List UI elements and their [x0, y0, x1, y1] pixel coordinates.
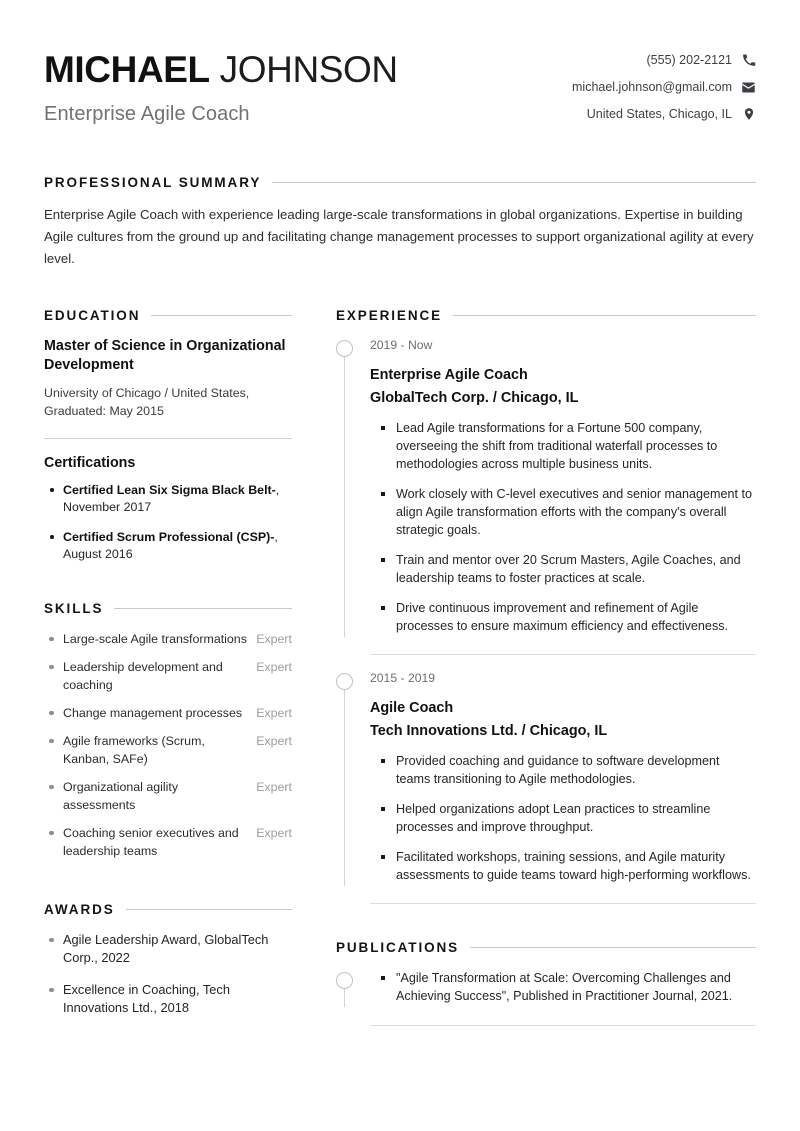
- list-item: Facilitated workshops, training sessions, and Agile maturity assessments to guide teams toward high-performing workflows.: [379, 848, 756, 884]
- certifications-heading: Certifications: [44, 455, 136, 471]
- contact-block: [572, 44, 756, 122]
- section-header-skills: [44, 601, 292, 616]
- list-item: [44, 778, 292, 814]
- job-title: Enterprise Agile Coach: [44, 103, 250, 125]
- timeline-dot-icon: [336, 340, 353, 357]
- contact-phone-text: (555) 202-2121: [646, 53, 732, 67]
- list-item: [44, 824, 292, 860]
- section-rule: [114, 608, 292, 609]
- skill-level: Expert: [256, 706, 292, 720]
- experience-date: 2015 - 2019: [370, 671, 436, 685]
- skill-name: Leadership development and coaching: [63, 660, 223, 692]
- experience-item: [336, 337, 756, 637]
- experience-role: Agile Coach: [370, 700, 454, 716]
- skill-level: Expert: [256, 632, 292, 646]
- last-name: JOHNSON: [219, 49, 398, 90]
- timeline-dot-icon: [336, 673, 353, 690]
- list-item: [44, 529, 292, 563]
- skill-level: Expert: [256, 780, 292, 794]
- section-header-awards: [44, 902, 292, 917]
- timeline-dot-icon: [336, 972, 353, 989]
- experience-divider: [370, 903, 756, 904]
- timeline-line: [344, 987, 345, 1007]
- list-item: "Agile Transformation at Scale: Overcoming Challenges and Achieving Success", Published in Practitioner Journal, 2021.: [379, 969, 756, 1005]
- list-item: Agile Leadership Award, GlobalTech Corp., 2022: [44, 931, 292, 967]
- section-title: EDUCATION: [44, 308, 141, 323]
- contact-location-text: United States, Chicago, IL: [586, 107, 732, 121]
- section-header-education: [44, 308, 292, 323]
- section-rule: [272, 182, 756, 183]
- section-title: SKILLS: [44, 601, 104, 616]
- section-title: EXPERIENCE: [336, 308, 443, 323]
- section-title: AWARDS: [44, 902, 115, 917]
- skills-list: [44, 630, 292, 860]
- contact-phone[interactable]: [647, 52, 756, 68]
- section-title: PUBLICATIONS: [336, 940, 460, 955]
- certification-date: , August 2016: [63, 530, 278, 561]
- experience-item: [336, 670, 756, 886]
- list-item: Train and mentor over 20 Scrum Masters, Agile Coaches, and leadership teams to foster practices at scale.: [379, 551, 756, 587]
- education-graduated: Graduated: May 2015: [44, 404, 164, 418]
- timeline-line: [344, 688, 345, 886]
- skill-name: Change management processes: [63, 706, 243, 720]
- section-professional-summary: [44, 175, 756, 270]
- education-degree: Master of Science in Organizational Development: [44, 338, 286, 373]
- publications-divider: [370, 1025, 756, 1026]
- publication-bullets: [370, 969, 756, 1005]
- section-education: [44, 308, 292, 563]
- timeline-line: [344, 355, 345, 637]
- section-awards: [44, 902, 292, 1017]
- list-item: Lead Agile transformations for a Fortune 500 company, overseeing the shift from traditional waterfall processes to methodologies across multiple business units.: [379, 419, 756, 473]
- summary-text: Enterprise Agile Coach with experience leading large-scale transformations in global organizations. Expertise in building Agile cultures from the ground up and facilitating change management processes to support organizational agility at every level.: [44, 207, 754, 266]
- contact-email-text: michael.johnson@gmail.com: [572, 80, 732, 94]
- section-experience: [336, 308, 756, 904]
- list-item: Work closely with C-level executives and senior management to align Agile transformation efforts with the company's overall strategic goals.: [379, 485, 756, 539]
- contact-email[interactable]: [572, 79, 756, 95]
- list-item: Drive continuous improvement and refinement of Agile processes to ensure maximum efficiency and effectiveness.: [379, 599, 756, 635]
- email-icon: [741, 80, 756, 95]
- certification-name: Certified Scrum Professional (CSP)-: [63, 530, 275, 544]
- contact-location[interactable]: [587, 106, 756, 122]
- skill-name: Organizational agility assessments: [63, 780, 179, 812]
- experience-divider: [370, 654, 756, 655]
- education-divider: [44, 438, 292, 439]
- section-rule: [453, 315, 756, 316]
- page-title: [44, 48, 398, 92]
- skill-name: Coaching senior executives and leadership teams: [63, 826, 239, 858]
- list-item: [44, 704, 292, 722]
- section-rule: [151, 315, 292, 316]
- publication-item: [336, 969, 756, 1007]
- resume-body: [44, 308, 756, 1026]
- experience-bullets: [370, 752, 756, 884]
- section-skills: [44, 601, 292, 860]
- section-header-professional-summary: [44, 175, 756, 190]
- experience-organization: GlobalTech Corp. / Chicago, IL: [370, 390, 579, 406]
- skill-name: Large-scale Agile transformations: [63, 632, 247, 646]
- resume-header: [44, 38, 756, 128]
- experience-date: 2019 - Now: [370, 338, 433, 352]
- education-institution: University of Chicago / United States,: [44, 386, 250, 400]
- awards-list: [44, 931, 292, 1017]
- skill-level: Expert: [256, 734, 292, 748]
- list-item: [44, 658, 292, 694]
- certification-date: , November 2017: [63, 483, 280, 514]
- name-block: [44, 44, 398, 128]
- experience-organization: Tech Innovations Ltd. / Chicago, IL: [370, 723, 608, 739]
- section-rule: [126, 909, 292, 910]
- section-rule: [470, 947, 756, 948]
- experience-role: Enterprise Agile Coach: [370, 367, 528, 383]
- list-item: [44, 732, 292, 768]
- phone-icon: [741, 53, 756, 68]
- left-column: [44, 308, 292, 1017]
- location-pin-icon: [741, 107, 756, 122]
- list-item: Excellence in Coaching, Tech Innovations Ltd., 2018: [44, 981, 292, 1017]
- certification-name: Certified Lean Six Sigma Black Belt-: [63, 483, 276, 497]
- experience-bullets: [370, 419, 756, 635]
- skill-level: Expert: [256, 826, 292, 840]
- certifications-list: [44, 482, 292, 563]
- list-item: [44, 482, 292, 516]
- section-publications: [336, 940, 756, 1026]
- list-item: Provided coaching and guidance to software development teams transitioning to Agile methodologies.: [379, 752, 756, 788]
- list-item: Helped organizations adopt Lean practices to streamline processes and improve throughput.: [379, 800, 756, 836]
- right-column: [336, 308, 756, 1026]
- skill-level: Expert: [256, 660, 292, 674]
- skill-name: Agile frameworks (Scrum, Kanban, SAFe): [63, 734, 205, 766]
- first-name: MICHAEL: [44, 49, 210, 90]
- section-header-publications: [336, 940, 756, 955]
- section-header-experience: [336, 308, 756, 323]
- section-title: PROFESSIONAL SUMMARY: [44, 175, 262, 190]
- list-item: [44, 630, 292, 648]
